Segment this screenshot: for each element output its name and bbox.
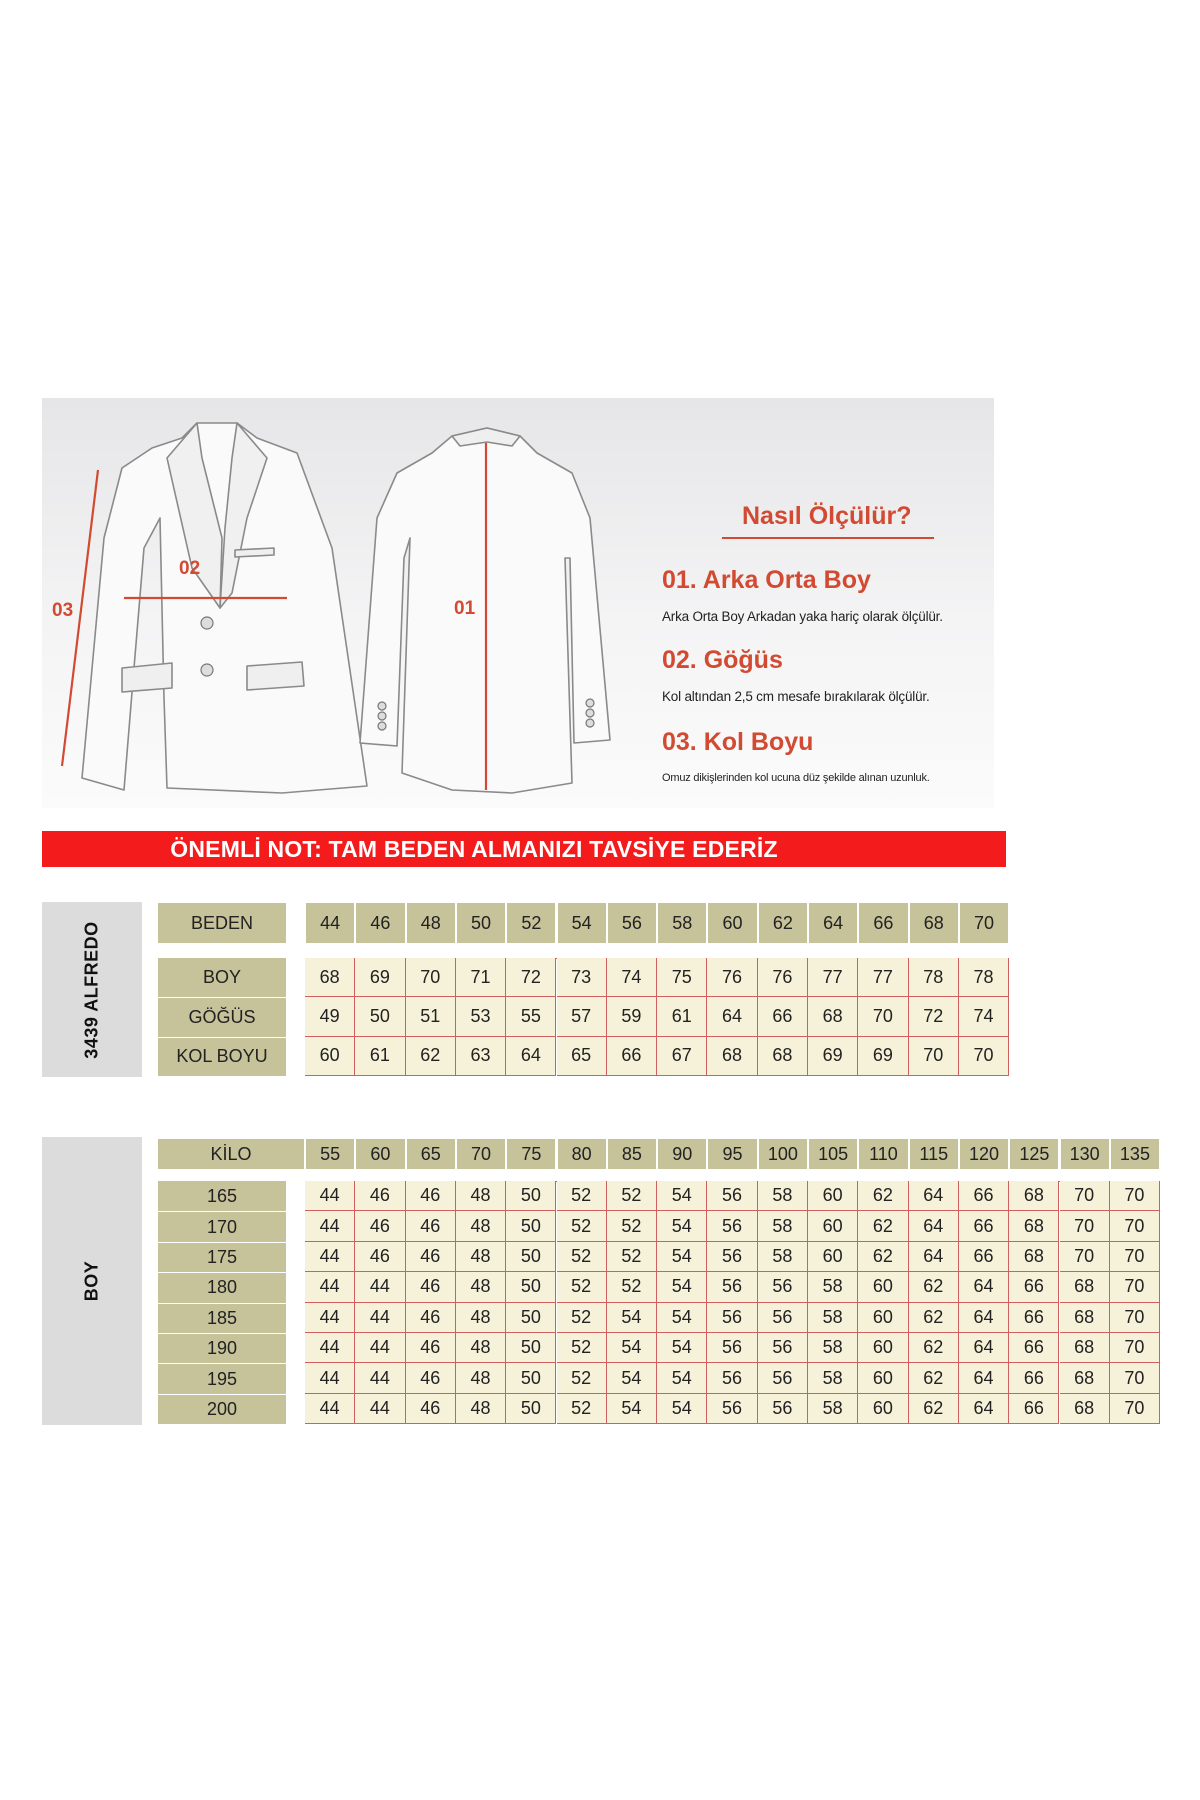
recommended-size-cell: 64	[959, 1333, 1009, 1363]
recommended-size-cell: 56	[758, 1363, 808, 1393]
weight-header-cell: 120	[960, 1139, 1008, 1169]
weight-header-cell: 130	[1061, 1139, 1109, 1169]
size-header-cell: 46	[356, 903, 404, 943]
size-value-cell: 72	[909, 997, 959, 1036]
chest-marker: 02	[179, 558, 201, 579]
weight-header-cell: 110	[859, 1139, 907, 1169]
recommended-size-cell: 66	[1009, 1394, 1059, 1424]
recommended-size-cell: 44	[305, 1242, 355, 1272]
size-header-cell: 54	[558, 903, 606, 943]
recommended-size-cell: 56	[707, 1333, 757, 1363]
recommended-size-cell: 68	[1060, 1363, 1110, 1393]
height-row-label: 190	[158, 1334, 286, 1363]
recommended-size-cell: 66	[1009, 1272, 1059, 1302]
recommended-size-cell: 70	[1060, 1181, 1110, 1211]
size-value-cell: 64	[707, 997, 757, 1036]
recommended-size-cell: 46	[406, 1272, 456, 1302]
size-header-cell: 62	[759, 903, 807, 943]
recommended-size-cell: 44	[355, 1303, 405, 1333]
size-value-cell: 57	[557, 997, 607, 1036]
recommended-size-cell: 44	[355, 1394, 405, 1424]
recommended-size-cell: 54	[657, 1303, 707, 1333]
fit-table-side-label	[42, 1137, 142, 1425]
recommended-size-cell: 66	[959, 1211, 1009, 1241]
recommended-size-cell: 48	[456, 1394, 506, 1424]
size-value-cell: 50	[355, 997, 405, 1036]
recommended-size-cell: 46	[406, 1181, 456, 1211]
recommended-size-cell: 52	[557, 1242, 607, 1272]
size-value-cell: 49	[305, 997, 355, 1036]
size-value-cell: 74	[959, 997, 1009, 1036]
recommended-size-cell: 60	[858, 1363, 908, 1393]
size-value-cell: 76	[707, 958, 757, 997]
recommended-size-cell: 50	[506, 1363, 556, 1393]
sleeve-length-marker: 03	[52, 600, 74, 621]
recommended-size-cell: 54	[607, 1303, 657, 1333]
size-value-cell: 60	[305, 1037, 355, 1076]
recommended-size-cell: 56	[707, 1242, 757, 1272]
guide-item-chest: 02. Göğüs	[662, 646, 783, 674]
recommended-size-cell: 62	[858, 1181, 908, 1211]
weight-header-cell: 115	[910, 1139, 958, 1169]
recommended-size-cell: 54	[657, 1211, 707, 1241]
recommended-size-cell: 44	[305, 1272, 355, 1302]
size-value-cell: 61	[657, 997, 707, 1036]
size-value-cell: 70	[959, 1037, 1009, 1076]
size-value-cell: 73	[557, 958, 607, 997]
recommended-size-cell: 44	[305, 1181, 355, 1211]
recommended-size-cell: 48	[456, 1363, 506, 1393]
recommended-size-cell: 62	[909, 1394, 959, 1424]
recommended-size-cell: 46	[355, 1242, 405, 1272]
recommended-size-cell: 54	[657, 1181, 707, 1211]
recommended-size-cell: 60	[808, 1242, 858, 1272]
recommended-size-cell: 50	[506, 1272, 556, 1302]
size-value-cell: 66	[758, 997, 808, 1036]
size-value-cell: 68	[305, 958, 355, 997]
size-value-cell: 76	[758, 958, 808, 997]
recommended-size-cell: 48	[456, 1333, 506, 1363]
recommended-size-cell: 70	[1060, 1211, 1110, 1241]
weight-header-cell: 95	[708, 1139, 756, 1169]
recommended-size-cell: 56	[758, 1303, 808, 1333]
size-header-cell: 68	[910, 903, 958, 943]
recommended-size-cell: 70	[1110, 1394, 1160, 1424]
model-name: 3439 ALFREDO	[81, 920, 102, 1059]
guide-desc-sleeve: Omuz dikişlerinden kol ucuna düz şekilde alınan uzunluk.	[662, 772, 930, 784]
recommended-size-cell: 60	[858, 1333, 908, 1363]
recommended-size-cell: 44	[305, 1394, 355, 1424]
recommended-size-cell: 46	[406, 1242, 456, 1272]
recommended-size-cell: 56	[758, 1272, 808, 1302]
recommended-size-cell: 50	[506, 1211, 556, 1241]
recommended-size-cell: 66	[959, 1242, 1009, 1272]
size-header-cell: 52	[507, 903, 555, 943]
size-value-cell: 68	[758, 1037, 808, 1076]
recommended-size-cell: 54	[657, 1333, 707, 1363]
guide-title-underline	[722, 537, 934, 539]
guide-item-sleeve: 03. Kol Boyu	[662, 728, 814, 756]
recommended-size-cell: 58	[808, 1303, 858, 1333]
size-value-cell: 70	[909, 1037, 959, 1076]
size-header-cell: 44	[306, 903, 354, 943]
size-value-cell: 74	[607, 958, 657, 997]
weight-header-cell: 105	[809, 1139, 857, 1169]
weight-header-cell: 60	[356, 1139, 404, 1169]
recommended-size-cell: 54	[607, 1394, 657, 1424]
size-header-cell: 70	[960, 903, 1008, 943]
size-value-cell: 62	[406, 1037, 456, 1076]
recommended-size-cell: 44	[355, 1363, 405, 1393]
size-value-cell: 78	[909, 958, 959, 997]
recommended-size-cell: 60	[808, 1181, 858, 1211]
recommended-size-cell: 56	[707, 1272, 757, 1302]
recommended-size-cell: 56	[707, 1394, 757, 1424]
recommended-size-cell: 46	[406, 1333, 456, 1363]
recommended-size-cell: 52	[607, 1242, 657, 1272]
height-row-label: 200	[158, 1395, 286, 1424]
recommended-size-cell: 52	[607, 1181, 657, 1211]
recommended-size-cell: 62	[909, 1363, 959, 1393]
weight-header-cell: 125	[1010, 1139, 1058, 1169]
size-value-cell: 66	[607, 1037, 657, 1076]
recommended-size-cell: 48	[456, 1272, 506, 1302]
recommended-size-cell: 44	[355, 1333, 405, 1363]
recommended-size-cell: 68	[1060, 1272, 1110, 1302]
recommended-size-cell: 70	[1110, 1242, 1160, 1272]
recommended-size-cell: 46	[355, 1181, 405, 1211]
recommended-size-cell: 58	[808, 1394, 858, 1424]
recommended-size-cell: 64	[959, 1394, 1009, 1424]
height-row-label: 180	[158, 1273, 286, 1302]
recommended-size-cell: 68	[1060, 1394, 1110, 1424]
recommended-size-cell: 50	[506, 1303, 556, 1333]
size-value-cell: 70	[858, 997, 908, 1036]
recommended-size-cell: 66	[959, 1181, 1009, 1211]
size-value-cell: 78	[959, 958, 1009, 997]
recommended-size-cell: 58	[808, 1333, 858, 1363]
recommended-size-cell: 58	[808, 1363, 858, 1393]
jacket-illustration	[42, 398, 994, 808]
size-header-cell: 56	[608, 903, 656, 943]
recommended-size-cell: 50	[506, 1333, 556, 1363]
recommended-size-cell: 56	[758, 1333, 808, 1363]
weight-header-cell: 135	[1111, 1139, 1159, 1169]
recommended-size-cell: 44	[305, 1303, 355, 1333]
weight-header-cell: 75	[507, 1139, 555, 1169]
size-value-cell: 55	[506, 997, 556, 1036]
recommended-size-cell: 54	[657, 1242, 707, 1272]
recommended-size-cell: 52	[557, 1363, 607, 1393]
recommended-size-cell: 46	[355, 1211, 405, 1241]
recommended-size-cell: 52	[557, 1333, 607, 1363]
recommended-size-cell: 52	[557, 1272, 607, 1302]
height-row-label: 185	[158, 1304, 286, 1333]
recommended-size-cell: 62	[909, 1333, 959, 1363]
size-value-cell: 77	[808, 958, 858, 997]
recommended-size-cell: 50	[506, 1242, 556, 1272]
size-header-cell: 48	[407, 903, 455, 943]
recommended-size-cell: 70	[1110, 1333, 1160, 1363]
size-value-cell: 61	[355, 1037, 405, 1076]
recommended-size-cell: 52	[557, 1211, 607, 1241]
important-note-banner: ÖNEMLİ NOT: TAM BEDEN ALMANIZI TAVSİYE EDERİZ	[42, 831, 1006, 867]
recommended-size-cell: 44	[305, 1211, 355, 1241]
size-header-cell: 66	[859, 903, 907, 943]
recommended-size-cell: 54	[657, 1272, 707, 1302]
recommended-size-cell: 70	[1110, 1211, 1160, 1241]
size-value-cell: 67	[657, 1037, 707, 1076]
recommended-size-cell: 46	[406, 1363, 456, 1393]
recommended-size-cell: 46	[406, 1394, 456, 1424]
recommended-size-cell: 64	[959, 1363, 1009, 1393]
weight-header-label: KİLO	[158, 1139, 304, 1169]
recommended-size-cell: 68	[1009, 1211, 1059, 1241]
recommended-size-cell: 58	[808, 1272, 858, 1302]
height-axis-label: BOY	[81, 1260, 102, 1302]
size-value-cell: 53	[456, 997, 506, 1036]
recommended-size-cell: 68	[1009, 1242, 1059, 1272]
size-value-cell: 65	[557, 1037, 607, 1076]
recommended-size-cell: 56	[707, 1211, 757, 1241]
weight-header-cell: 65	[407, 1139, 455, 1169]
recommended-size-cell: 64	[909, 1242, 959, 1272]
recommended-size-cell: 66	[1009, 1363, 1059, 1393]
recommended-size-cell: 70	[1060, 1242, 1110, 1272]
recommended-size-cell: 48	[456, 1242, 506, 1272]
size-row-label: KOL BOYU	[158, 1038, 286, 1076]
guide-title: Nasıl Ölçülür?	[742, 502, 912, 530]
recommended-size-cell: 54	[657, 1394, 707, 1424]
height-row-label: 195	[158, 1364, 286, 1393]
recommended-size-cell: 64	[959, 1272, 1009, 1302]
recommended-size-cell: 52	[607, 1272, 657, 1302]
recommended-size-cell: 54	[607, 1333, 657, 1363]
recommended-size-cell: 52	[557, 1394, 607, 1424]
size-value-cell: 59	[607, 997, 657, 1036]
recommended-size-cell: 60	[858, 1303, 908, 1333]
recommended-size-cell: 44	[305, 1333, 355, 1363]
height-row-label: 170	[158, 1212, 286, 1241]
recommended-size-cell: 64	[909, 1211, 959, 1241]
recommended-size-cell: 44	[355, 1272, 405, 1302]
recommended-size-cell: 48	[456, 1303, 506, 1333]
recommended-size-cell: 62	[909, 1272, 959, 1302]
recommended-size-cell: 56	[707, 1363, 757, 1393]
guide-desc-back-length: Arka Orta Boy Arkadan yaka hariç olarak ölçülür.	[662, 609, 943, 624]
height-row-label: 175	[158, 1243, 286, 1272]
size-value-cell: 77	[858, 958, 908, 997]
recommended-size-cell: 44	[305, 1363, 355, 1393]
recommended-size-cell: 64	[959, 1303, 1009, 1333]
recommended-size-cell: 68	[1009, 1181, 1059, 1211]
recommended-size-cell: 68	[1060, 1333, 1110, 1363]
recommended-size-cell: 56	[707, 1303, 757, 1333]
size-value-cell: 70	[406, 958, 456, 997]
weight-header-cell: 70	[457, 1139, 505, 1169]
size-table-side-label	[42, 902, 142, 1077]
recommended-size-cell: 62	[858, 1242, 908, 1272]
recommended-size-cell: 70	[1110, 1181, 1160, 1211]
weight-header-cell: 80	[558, 1139, 606, 1169]
recommended-size-cell: 60	[858, 1394, 908, 1424]
recommended-size-cell: 54	[657, 1363, 707, 1393]
recommended-size-cell: 46	[406, 1211, 456, 1241]
size-row-label: GÖĞÜS	[158, 998, 286, 1036]
guide-desc-chest: Kol altından 2,5 cm mesafe bırakılarak ölçülür.	[662, 689, 930, 704]
size-header-cell: 50	[457, 903, 505, 943]
weight-header-cell: 100	[759, 1139, 807, 1169]
recommended-size-cell: 60	[808, 1211, 858, 1241]
recommended-size-cell: 50	[506, 1181, 556, 1211]
recommended-size-cell: 56	[758, 1394, 808, 1424]
size-value-cell: 68	[808, 997, 858, 1036]
recommended-size-cell: 52	[557, 1181, 607, 1211]
recommended-size-cell: 52	[557, 1303, 607, 1333]
recommended-size-cell: 52	[607, 1211, 657, 1241]
recommended-size-cell: 60	[858, 1272, 908, 1302]
back-length-marker: 01	[454, 598, 476, 619]
size-value-cell: 63	[456, 1037, 506, 1076]
recommended-size-cell: 50	[506, 1394, 556, 1424]
measurement-guide	[42, 398, 994, 808]
recommended-size-cell: 62	[909, 1303, 959, 1333]
size-value-cell: 64	[506, 1037, 556, 1076]
recommended-size-cell: 70	[1110, 1363, 1160, 1393]
size-value-cell: 71	[456, 958, 506, 997]
size-value-cell: 69	[808, 1037, 858, 1076]
recommended-size-cell: 62	[858, 1211, 908, 1241]
size-header-label: BEDEN	[158, 903, 286, 943]
recommended-size-cell: 48	[456, 1211, 506, 1241]
recommended-size-cell: 68	[1060, 1303, 1110, 1333]
recommended-size-cell: 58	[758, 1242, 808, 1272]
weight-header-cell: 55	[306, 1139, 354, 1169]
size-row-label: BOY	[158, 958, 286, 997]
recommended-size-cell: 58	[758, 1211, 808, 1241]
size-value-cell: 68	[707, 1037, 757, 1076]
guide-item-back-length: 01. Arka Orta Boy	[662, 566, 871, 594]
recommended-size-cell: 56	[707, 1181, 757, 1211]
recommended-size-cell: 66	[1009, 1303, 1059, 1333]
height-row-label: 165	[158, 1181, 286, 1211]
recommended-size-cell: 54	[607, 1363, 657, 1393]
size-value-cell: 69	[858, 1037, 908, 1076]
recommended-size-cell: 66	[1009, 1333, 1059, 1363]
recommended-size-cell: 70	[1110, 1303, 1160, 1333]
size-value-cell: 72	[506, 958, 556, 997]
size-header-cell: 58	[658, 903, 706, 943]
recommended-size-cell: 58	[758, 1181, 808, 1211]
size-header-cell: 60	[708, 903, 756, 943]
recommended-size-cell: 70	[1110, 1272, 1160, 1302]
size-value-cell: 69	[355, 958, 405, 997]
recommended-size-cell: 46	[406, 1303, 456, 1333]
size-header-cell: 64	[809, 903, 857, 943]
recommended-size-cell: 64	[909, 1181, 959, 1211]
weight-header-cell: 90	[658, 1139, 706, 1169]
size-value-cell: 75	[657, 958, 707, 997]
recommended-size-cell: 48	[456, 1181, 506, 1211]
size-value-cell: 51	[406, 997, 456, 1036]
weight-header-cell: 85	[608, 1139, 656, 1169]
